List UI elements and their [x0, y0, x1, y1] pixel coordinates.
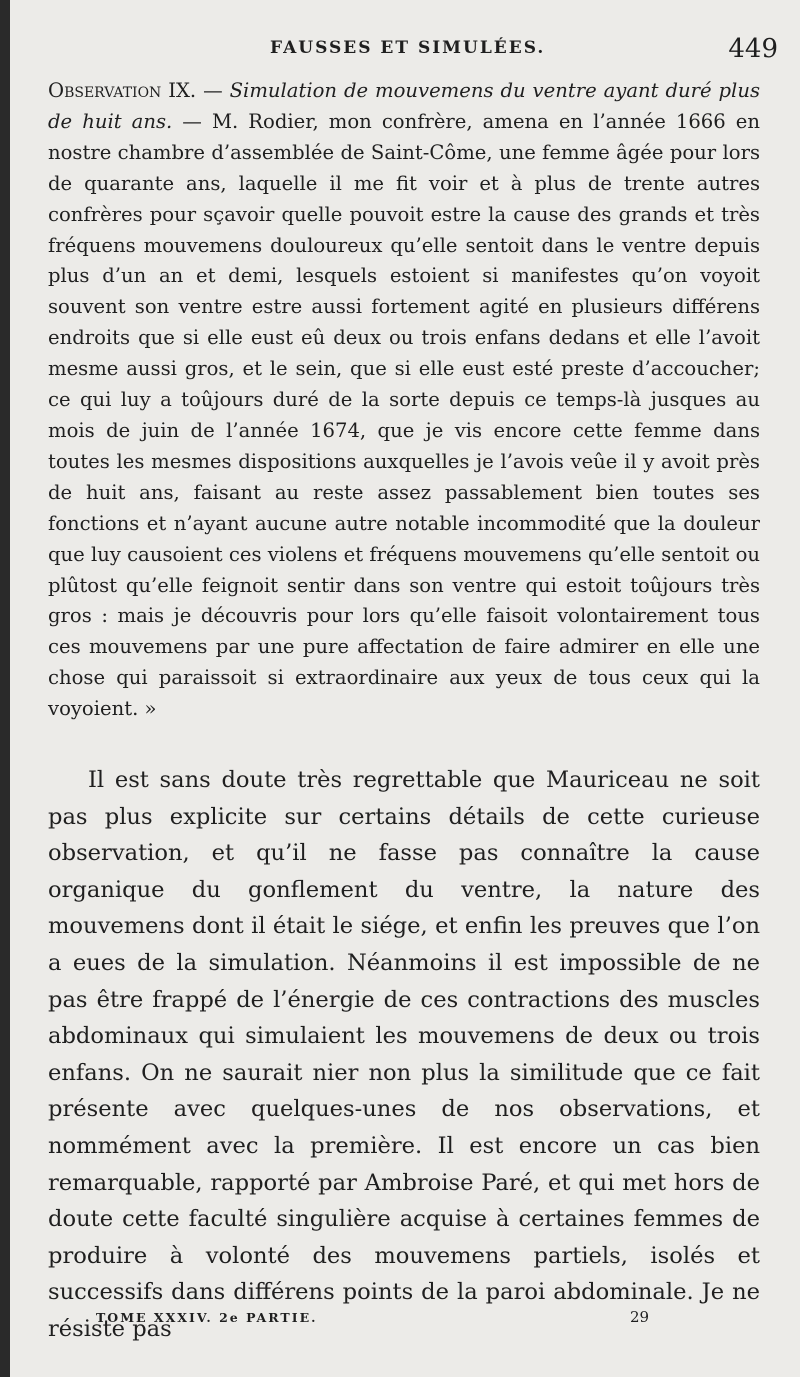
observation-paragraph — [48, 76, 760, 725]
footer-volume: TOME XXXIV. 2e PARTIE. — [96, 1310, 318, 1325]
observation-text: — M. Rodier, mon confrère, amena en l’année 1666 en nostre chambre d’assemblée de Saint-Côme, une femme âgée pour lors de quarante ans, laquelle il me fit voir et à plus de trente autres confrères pour sçavoir quelle pouvoit estre la cause des grands et très fréquens mouvemens douloureux qu’elle sentoit dans le ventre depuis plus d’un an et demi, lesquels estoient si manifestes qu’on voyoit souvent son ventre estre aussi fortement agité en plusieurs différens endroits que si elle eust eû deux ou trois enfans dedans et elle l’avoit mesme aussi gros, et le sein, que si elle eust esté preste d’accoucher; ce qui luy a toûjours duré de la sorte depuis ce temps-là jusques au mois de juin de l’année 1674, que je vis encore cette femme dans toutes les mesmes dispositions auxquelles je l’avois veûe il y avoit près de huit ans, faisant au reste assez passablement bien toutes ses fonctions et n’ayant aucune autre notable incommodité que la douleur que luy causoient ces violens et fréquens mouvemens qu’elle sentoit ou plûtost qu’elle feignoit sentir dans son ventre qui estoit toûjours très gros : mais je découvris pour lors qu’elle faisoit volontairement tous ces mouvemens par une pure affectation de faire admirer en elle une chose qui paraissoit si extraordinaire aux yeux de tous ceux qui la voyoient. » — [48, 109, 761, 721]
book-page — [10, 0, 800, 1377]
commentary-paragraph: Il est sans doute très regrettable que Mauriceau ne soit pas plus explicite sur certains détails de cette curieuse observation, et qu’il ne fasse pas connaître la cause organique du gonflement du ventre, la nature des mouvemens dont il était le siége, et enfin les preuves que l’on a eues de la simulation. Néanmoins il est impossible de ne pas être frappé de l’énergie de ces contractions des muscles abdominaux qui simulaient les mouvemens de deux ou trois enfans. On ne saurait nier non plus la similitude que ce fait présente avec quelques-unes de nos observations, et nommément avec la première. Il est encore un cas bien remarquable, rapporté par Ambroise Paré, et qui met hors de doute cette faculté singulière acquise à certaines femmes de produire à volonté des mouvemens partiels, isolés et successifs dans différens points de la paroi abdominale. Je ne résiste pas — [48, 767, 760, 1342]
observation-dash: — — [196, 79, 230, 102]
running-title: FAUSSES ET SIMULÉES. — [270, 38, 546, 58]
observation-block — [48, 76, 760, 725]
page-footer — [10, 1310, 800, 1334]
running-head — [10, 34, 800, 68]
observation-title: Simulation de mouvemens du ventre ayant duré plus de huit ans. — [48, 79, 760, 133]
footer-signature: 29 — [630, 1308, 650, 1326]
observation-label: Observation IX. — [48, 79, 197, 102]
page-number: 449 — [728, 34, 778, 64]
commentary-block — [48, 762, 760, 1348]
